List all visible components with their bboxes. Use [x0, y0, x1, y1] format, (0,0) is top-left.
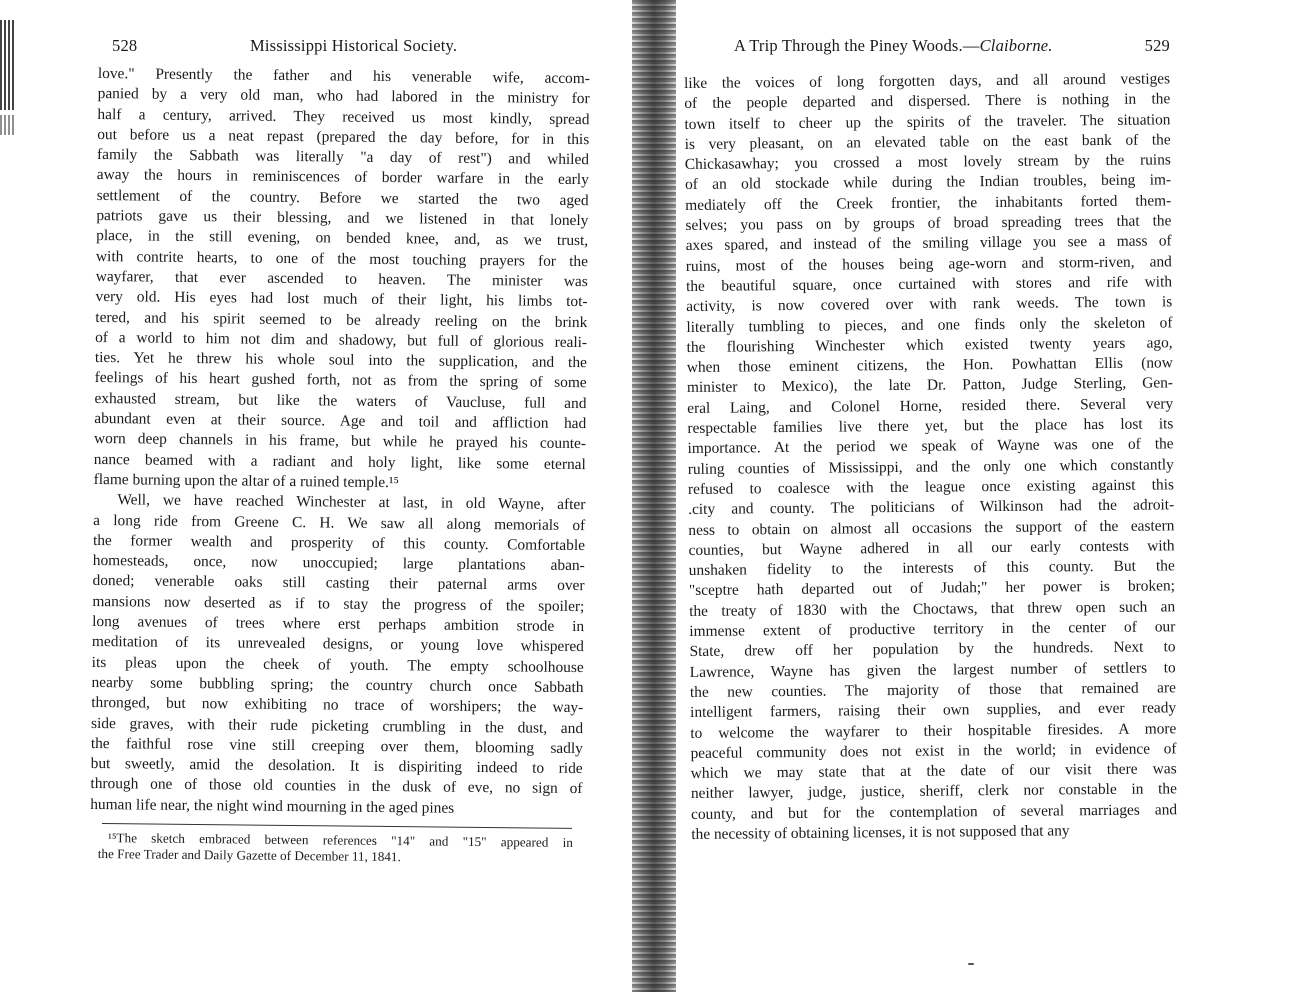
- text-line: Well, we have reached Winchester at last, in old Wayne, after: [117, 491, 586, 514]
- scan-speck: [968, 963, 974, 965]
- right-page-body: [684, 69, 1177, 845]
- text-line: away the hours in reminiscences of border warfare in the early: [96, 166, 589, 189]
- text-line: family the Sabbath was literally "a day of rest") and whiled: [96, 146, 590, 169]
- running-title-main: A Trip Through the Piney Woods.—: [734, 36, 980, 55]
- text-line: thronged, but now exhibiting no trace of worshipers; the way-: [91, 694, 584, 717]
- right-page-header: [684, 36, 1170, 60]
- text-line: county, and but for the contemplation of several marriages and: [691, 800, 1178, 823]
- text-line: the new counties. The majority of those that remained are: [689, 679, 1176, 701]
- text-line: settlement of the country. Before we started the two aged: [96, 186, 589, 209]
- running-title: Mississippi Historical Society.: [250, 36, 458, 55]
- text-line: of the people departed and dispersed. There is nothing in the: [684, 90, 1171, 113]
- text-line: long avenues of trees where erst perhaps ambition strode in: [92, 612, 585, 636]
- text-line: flame burning upon the altar of a ruined temple.¹⁵: [93, 470, 400, 492]
- text-line: importance. At the period we speak of Wayne was one of the: [687, 435, 1174, 458]
- text-line: the faithful rose vine still creeping over them, blooming sadly: [90, 734, 583, 757]
- text-line: the treaty of 1830 with the Choctaws, that threw open such an: [689, 598, 1176, 620]
- text-line: ruling counties of Mississippi, and the only one which constantly: [687, 455, 1174, 478]
- scan-edge-artifact: [0, 20, 14, 110]
- text-line: minister to Mexico), the late Dr. Patton, Judge Sterling, Gen-: [686, 374, 1174, 397]
- text-line: axes spared, and instead of the smiling village you see a mass of: [685, 232, 1172, 255]
- text-line: Lawrence, Wayne has given the largest number of settlers to: [689, 658, 1176, 681]
- text-line: exhausted stream, but like the waters of Vaucluse, full and: [94, 389, 587, 412]
- text-line: very old. His eyes had lost much of their light, his limbs tot-: [95, 288, 588, 311]
- text-line: neither lawyer, judge, justice, sheriff, clerk nor constable in the: [690, 780, 1177, 803]
- scan-edge-artifact: [0, 115, 14, 135]
- text-line: nance beamed with a radiant and holy light, like some eternal: [93, 450, 586, 473]
- text-line: literally tumbling to pieces, and one finds only the skeleton of: [686, 313, 1173, 336]
- text-line: wayfarer, that ever ascended to heaven. The minister was: [95, 267, 588, 291]
- page-number: 529: [1144, 36, 1170, 55]
- text-line: half a century, arrived. They received us most kindly, spread: [97, 105, 590, 128]
- text-line: Chickasawhay; you crossed a most lovely stream by the ruins: [684, 151, 1171, 174]
- book-gutter: [632, 0, 676, 992]
- page-number: 528: [112, 36, 138, 55]
- text-line: its pleas upon the cheek of youth. The empty schoolhouse: [91, 653, 584, 676]
- text-line: ruins, most of the houses being age-worn and storm-riven, and: [685, 252, 1172, 275]
- text-line: eral Laing, and Colonel Horne, resided there. Several very: [687, 395, 1174, 417]
- running-title-author: Claiborne.: [979, 36, 1053, 55]
- text-line: nearby some bubbling spring; the country church once Sabbath: [91, 673, 584, 697]
- left-page-body: [90, 64, 590, 820]
- text-line: like the voices of long forgotten days, and all around vestiges: [684, 70, 1171, 92]
- text-line: when those eminent citizens, the Hon. Powhattan Ellis (now: [686, 354, 1173, 377]
- text-line: intelligent farmers, raising their own supplies, and ever ready: [690, 699, 1177, 722]
- text-line: tered, and his spirit seemed to be already reeling on the brink: [95, 308, 588, 331]
- text-line: a long ride from Greene C. H. We saw all along memorials of: [93, 511, 586, 534]
- text-line: State, drew off her population by the hundreds. Next to: [689, 638, 1176, 661]
- left-page-header: [98, 36, 590, 60]
- text-line: ness to obtain on almost all occasions the support of the eastern: [688, 516, 1175, 539]
- text-line: selves; you pass on by groups of broad spreading trees that the: [685, 212, 1172, 235]
- text-line: feelings of his heart gushed forth, not as from the spring of some: [94, 369, 587, 392]
- text-line: place, in the still evening, on bended knee, and, as we trust,: [96, 227, 589, 250]
- text-line: with contrite hearts, to one of the most touching prayers for the: [95, 247, 589, 270]
- text-line: is very pleasant, on an elevated table on the east bank of the: [684, 131, 1171, 153]
- text-line: panied by a very old man, who had labored in the ministry for: [97, 85, 590, 108]
- text-line: which we may state that at the date of our visit there was: [690, 760, 1177, 783]
- text-line: respectable families live there yet, but the place has lost its: [687, 415, 1174, 438]
- text-line: peaceful community does not exist in the world; in evidence of: [690, 740, 1177, 762]
- text-line: the beautiful square, once curtained with stores and rife with: [685, 273, 1173, 295]
- text-line: activity, is now covered over with rank weeds. The town is: [686, 293, 1173, 316]
- text-line: homesteads, once, now unoccupied; large plantations aban-: [92, 552, 585, 575]
- text-line: out before us a neat repast (prepared the day before, for in this: [97, 125, 590, 149]
- footnote-rule: [102, 823, 572, 829]
- text-line: ties. Yet he threw his whole soul into the supplication, and the: [94, 349, 587, 372]
- text-line: the necessity of obtaining licenses, it is not supposed that any: [691, 822, 1070, 843]
- text-line: ¹⁵The sketch embraced between references "14" and "15" appeared in: [107, 830, 573, 850]
- text-line: "sceptre hath departed out of Judah;" her power is broken;: [688, 577, 1176, 600]
- text-line: worn deep channels in his frame, but while he prayed his counte-: [93, 430, 587, 453]
- text-line: the Free Trader and Daily Gazette of December 11, 1841.: [97, 845, 401, 865]
- text-line: .city and county. The politicians of Wilkinson had the adroit-: [688, 496, 1175, 519]
- text-line: patriots gave us their blessing, and we listened in that lonely: [96, 207, 589, 230]
- text-line: refused to coalesce with the league once existing against this: [687, 476, 1175, 498]
- text-line: of a world to him not dim and shadowy, but full of glorious reali-: [95, 328, 588, 351]
- text-line: town itself to cheer up the spirits of the traveler. The situation: [684, 110, 1171, 133]
- text-line: immense extent of productive territory in the center of our: [689, 618, 1176, 640]
- text-line: doned; venerable oaks still casting their paternal arms over: [92, 572, 585, 595]
- footnote: [98, 830, 573, 867]
- text-line: the flourishing Winchester which existed twenty years ago,: [686, 334, 1173, 356]
- text-line: love." Presently the father and his venerable wife, accom-: [97, 64, 590, 88]
- text-line: of an old stockade while during the Indian troubles, being im-: [684, 171, 1172, 194]
- text-line: mansions now deserted as if to stay the progress of the spoiler;: [92, 592, 585, 615]
- running-title: [734, 36, 1053, 56]
- text-line: human life near, the night wind mourning in the aged pines: [90, 795, 455, 817]
- text-line: the former wealth and prosperity of this county. Comfortable: [92, 531, 586, 554]
- text-line: counties, but Wayne adhered in all our early contests with: [688, 537, 1175, 559]
- text-line: meditation of its unrevealed designs, or young love whispered: [91, 633, 585, 656]
- text-line: mediately off the Creek frontier, the inhabitants forted them-: [685, 192, 1172, 214]
- text-line: side graves, with their rude picketing crumbling in the dust, and: [91, 714, 584, 737]
- text-line: through one of those old counties in the dusk of eve, no sign of: [90, 775, 583, 798]
- text-line: unshaken fidelity to the interests of this county. But the: [688, 557, 1175, 580]
- text-line: to welcome the wayfarer to their hospitable firesides. A more: [690, 719, 1177, 742]
- text-line: abundant even at their source. Age and toil and affliction had: [94, 410, 587, 433]
- text-line: but sweetly, amid the desolation. It is dispiriting indeed to ride: [90, 755, 583, 778]
